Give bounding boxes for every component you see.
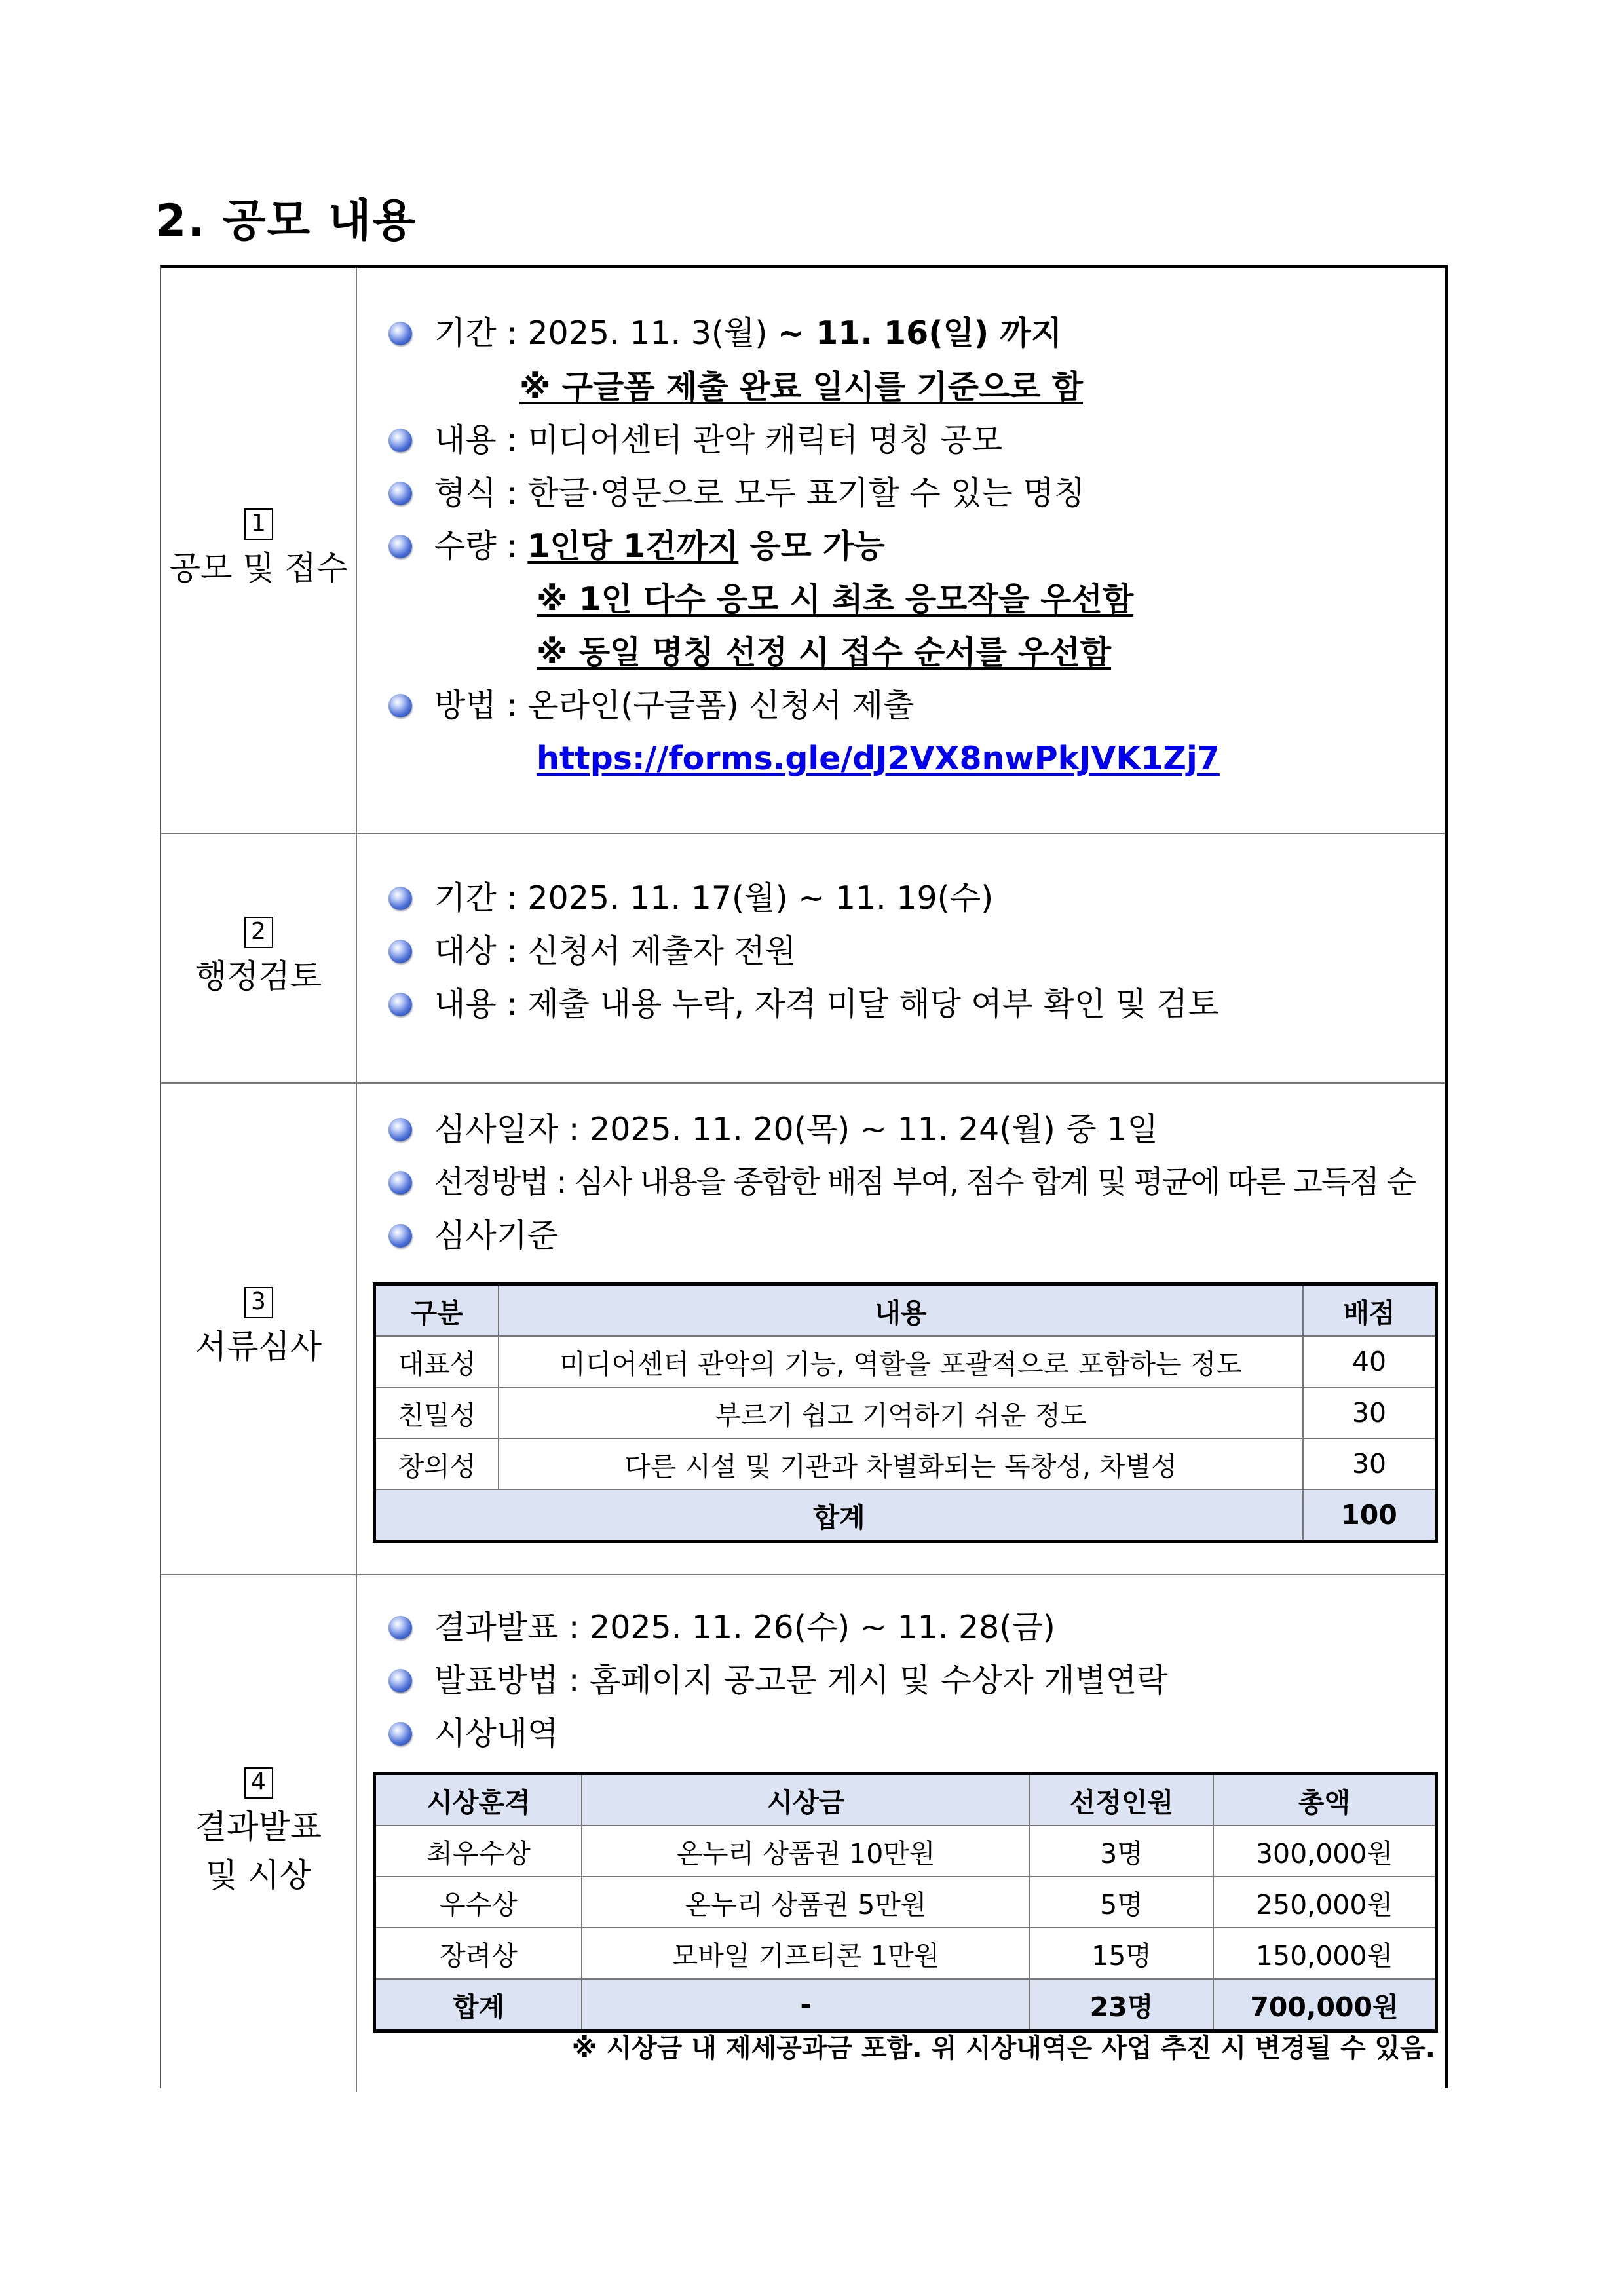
table-cell: 300,000원 bbox=[1213, 1826, 1437, 1877]
item-key: 발표방법 bbox=[434, 1662, 559, 1699]
google-form-link[interactable]: https://forms.gle/dJ2VX8nwPkJVK1Zj7 bbox=[537, 740, 1220, 777]
item-value: 2025. 11. 26(수) ~ 11. 28(금) bbox=[590, 1609, 1055, 1646]
total-label: 합계 bbox=[375, 1489, 1304, 1542]
section-label: 서류심사 bbox=[195, 1328, 322, 1366]
item-key: 내용 bbox=[434, 985, 497, 1023]
bullet-icon bbox=[388, 993, 412, 1016]
total-count: 23명 bbox=[1030, 1979, 1213, 2031]
section-label: 및 시상 bbox=[206, 1856, 311, 1894]
table-cell: 친밀성 bbox=[375, 1387, 499, 1438]
table-cell: 장려상 bbox=[375, 1928, 582, 1979]
item-value: 2025. 11. 20(목) ~ 11. 24(월) 중 1일 bbox=[590, 1111, 1158, 1148]
table-cell: 온누리 상품권 10만원 bbox=[582, 1826, 1030, 1877]
table-cell: 150,000원 bbox=[1213, 1928, 1437, 1979]
section-1-application bbox=[161, 268, 1445, 834]
table-cell: 최우수상 bbox=[375, 1826, 582, 1877]
item-value: 홈페이지 공고문 게시 및 수상자 개별연락 bbox=[590, 1662, 1168, 1699]
section-4-label-cell bbox=[161, 1575, 357, 2092]
table-header-row bbox=[375, 1284, 1437, 1337]
section-3-screening bbox=[161, 1084, 1445, 1575]
bullet-icon bbox=[388, 322, 412, 345]
bullet-icon bbox=[388, 887, 412, 910]
bullet-icon bbox=[388, 1171, 412, 1195]
section-number: 3 bbox=[244, 1287, 273, 1318]
total-cell: - bbox=[582, 1979, 1030, 2031]
table-cell: 30 bbox=[1303, 1438, 1437, 1489]
table-cell: 대표성 bbox=[375, 1336, 499, 1387]
column-header: 배점 bbox=[1303, 1284, 1437, 1337]
bullet-icon bbox=[388, 1224, 412, 1248]
section-number: 2 bbox=[244, 917, 273, 948]
section-4-content: 결과발표 : 2025. 11. 26(수) ~ 11. 28(금) 발표방법 : 홈페이지 공고문 게시 및 수상자 개별연락 시상내역 시상훈격 시상금 선정인원 총액 최우수상 온누리 상품권 10만원 3명 300,000원 우수상 온누리 상품권 5만원 5명 250,000원 장려상 모바일 기프티콘 1만원 15명 150,000원 합계 - 23명 700,000원 ※ 시상금 내 제세공과금 포함. 위 시상내역은 사업 추진 시 변경될 수 있음. bbox=[356, 1575, 1445, 2092]
table-header-row bbox=[375, 1774, 1437, 1826]
column-header: 내용 bbox=[499, 1284, 1303, 1337]
item-key: 결과발표 bbox=[434, 1609, 559, 1646]
bullet-icon bbox=[388, 429, 412, 452]
table-cell: 3명 bbox=[1030, 1826, 1213, 1877]
section-2-review bbox=[161, 834, 1445, 1084]
item-key: 내용 bbox=[434, 421, 497, 459]
bullet-icon bbox=[388, 1118, 412, 1141]
table-row bbox=[375, 1438, 1437, 1489]
item-key: 심사기준 bbox=[434, 1217, 559, 1254]
section-3-label-cell bbox=[161, 1084, 357, 1574]
item-key: 형식 bbox=[434, 474, 497, 512]
note-text: ※ 1인 다수 응모 시 최초 응모작을 우선함 bbox=[537, 581, 1134, 618]
item-key: 대상 bbox=[434, 932, 497, 970]
table-cell: 다른 시설 및 기관과 차별화되는 독창성, 차별성 bbox=[499, 1438, 1303, 1489]
table-cell: 모바일 기프티콘 1만원 bbox=[582, 1928, 1030, 1979]
section-2-label-cell bbox=[161, 834, 357, 1082]
table-cell: 우수상 bbox=[375, 1877, 582, 1928]
total-label: 합계 bbox=[375, 1979, 582, 2031]
item-key: 심사일자 bbox=[434, 1111, 559, 1148]
bullet-icon bbox=[388, 1616, 412, 1639]
table-cell: 부르기 쉽고 기억하기 쉬운 정도 bbox=[499, 1387, 1303, 1438]
column-header: 구분 bbox=[375, 1284, 499, 1337]
table-row bbox=[375, 1826, 1437, 1877]
table-cell: 5명 bbox=[1030, 1877, 1213, 1928]
bullet-icon bbox=[388, 482, 412, 505]
section-heading: 2. 공모 내용 bbox=[155, 195, 417, 247]
bullet-icon bbox=[388, 1722, 412, 1746]
section-2-content: 기간 : 2025. 11. 17(월) ~ 11. 19(수) 대상 : 신청서 제출자 전원 내용 : 제출 내용 누락, 자격 미달 해당 여부 확인 및 검토 bbox=[356, 834, 1445, 1082]
table-cell: 미디어센터 관악의 기능, 역할을 포괄적으로 포함하는 정도 bbox=[499, 1336, 1303, 1387]
section-number: 4 bbox=[244, 1767, 273, 1799]
criteria-table bbox=[373, 1282, 1438, 1543]
item-value: 온라인(구글폼) 신청서 제출 bbox=[527, 687, 915, 724]
item-key: 선정방법 bbox=[434, 1164, 548, 1200]
item-value: 제출 내용 누락, 자격 미달 해당 여부 확인 및 검토 bbox=[527, 985, 1219, 1023]
table-cell: 30 bbox=[1303, 1387, 1437, 1438]
table-row bbox=[375, 1336, 1437, 1387]
item-key: 수량 bbox=[434, 527, 497, 565]
item-key: 기간 bbox=[434, 315, 497, 352]
item-value: 심사 내용을 종합한 배점 부여, 점수 합계 및 평균에 따른 고득점 순 bbox=[574, 1164, 1416, 1200]
item-value: 한글·영문으로 모두 표기할 수 있는 명칭 bbox=[527, 474, 1086, 512]
note-text: ※ 구글폼 제출 완료 일시를 기준으로 함 bbox=[519, 368, 1084, 406]
section-4-results bbox=[161, 1575, 1445, 2092]
table-row bbox=[375, 1877, 1437, 1928]
section-label: 행정검토 bbox=[195, 957, 322, 995]
note-text: ※ 동일 명칭 선정 시 접수 순서를 우선함 bbox=[537, 634, 1112, 671]
section-label: 공모 및 접수 bbox=[168, 549, 349, 587]
bullet-icon bbox=[388, 940, 412, 963]
table-cell: 250,000원 bbox=[1213, 1877, 1437, 1928]
total-amount: 700,000원 bbox=[1213, 1979, 1437, 2031]
table-cell: 창의성 bbox=[375, 1438, 499, 1489]
total-value: 100 bbox=[1303, 1489, 1437, 1542]
table-total-row bbox=[375, 1489, 1437, 1542]
column-header: 시상훈격 bbox=[375, 1774, 582, 1826]
table-row bbox=[375, 1387, 1437, 1438]
awards-table bbox=[373, 1772, 1438, 2033]
table-cell: 40 bbox=[1303, 1336, 1437, 1387]
column-header: 시상금 bbox=[582, 1774, 1030, 1826]
bullet-icon bbox=[388, 535, 412, 558]
award-note: ※ 시상금 내 제세공과금 포함. 위 시상내역은 사업 추진 시 변경될 수 있음. bbox=[571, 2033, 1435, 2063]
table-total-row bbox=[375, 1979, 1437, 2031]
item-value-bold: ~ 11. 16(일) 까지 bbox=[778, 315, 1063, 352]
item-key: 방법 bbox=[434, 687, 497, 724]
table-row bbox=[375, 1928, 1437, 1979]
item-key: 기간 bbox=[434, 879, 497, 917]
bullet-icon bbox=[388, 694, 412, 718]
section-label: 결과발표 bbox=[195, 1808, 322, 1846]
column-header: 총액 bbox=[1213, 1774, 1437, 1826]
item-value: 신청서 제출자 전원 bbox=[527, 932, 797, 970]
item-value: 미디어센터 관악 캐릭터 명칭 공모 bbox=[527, 421, 1003, 459]
section-number: 1 bbox=[244, 508, 273, 540]
contest-details-table bbox=[160, 265, 1448, 2088]
item-key: 시상내역 bbox=[434, 1715, 559, 1752]
item-value-bold: 1인당 1건까지 bbox=[527, 527, 739, 565]
table-cell: 온누리 상품권 5만원 bbox=[582, 1877, 1030, 1928]
table-cell: 15명 bbox=[1030, 1928, 1213, 1979]
bullet-icon bbox=[388, 1669, 412, 1693]
item-value: 2025. 11. 17(월) ~ 11. 19(수) bbox=[527, 879, 994, 917]
section-3-content: 심사일자 : 2025. 11. 20(목) ~ 11. 24(월) 중 1일 선정방법 : 심사 내용을 종합한 배점 부여, 점수 합계 및 평균에 따른 고득점 순 심사기준 구분 내용 배점 대표성 미디어센터 관악의 기능, 역할을 포괄적으로 포함하는 정도 40 친밀성 부르기 쉽고 기억하기 쉬운 정도 30 창의성 다른 시설 및 기관과 차별화되는 독창성, 차별성 30 합계 100 bbox=[356, 1084, 1445, 1574]
section-1-content: 기간 : 2025. 11. 3(월) ~ 11. 16(일) 까지 ※ 구글폼 제출 완료 일시를 기준으로 함 내용 : 미디어센터 관악 캐릭터 명칭 공모 형식 : 한글·영문으로 모두 표기할 수 있는 명칭 수량 : 1인당 1건까지 응모 가능 ※ 1인 다수 응모 시 최초 응모작을 우선함 ※ 동일 명칭 선정 시 접수 순서를 우선함 방법 : 온라인(구글폼) 신청서 제출 https://forms.gle/dJ2VX8nwPkJVK1Zj7 bbox=[356, 268, 1445, 833]
column-header: 선정인원 bbox=[1030, 1774, 1213, 1826]
item-value: 2025. 11. 3(월) bbox=[527, 315, 778, 352]
section-1-label-cell bbox=[161, 268, 357, 833]
item-value-bold: 응모 가능 bbox=[738, 527, 885, 565]
